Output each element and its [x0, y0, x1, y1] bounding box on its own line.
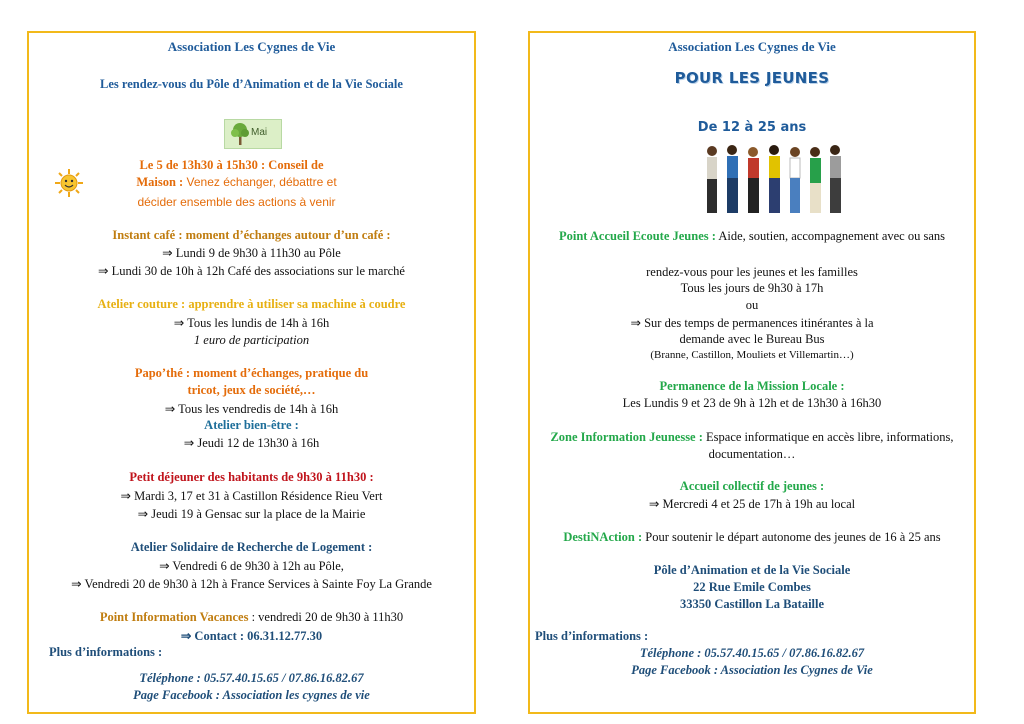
- association-title: Association Les Cygnes de Vie: [167, 39, 336, 54]
- left-flyer: [27, 31, 476, 714]
- cafe-item-2: ⇒ Lundi 30 de 10h à 12h Café des associations sur le marché: [98, 264, 405, 278]
- subtitle: Les rendez-vous du Pôle d’Animation et de la Vie Sociale: [100, 77, 403, 91]
- conseil-line2: Maison : Venez échanger, débattre et: [136, 175, 337, 189]
- month-label: Mai: [251, 127, 268, 138]
- logement-item-1: ⇒ Vendredi 6 de 9h30 à 12h au Pôle,: [159, 559, 344, 573]
- dejeuner-item-1: ⇒ Mardi 3, 17 et 31 à Castillon Résidence Rieu Vert: [120, 489, 383, 503]
- vacances-line: Point Information Vacances : vendredi 20 de 9h30 à 11h30: [99, 610, 404, 624]
- telephone: Téléphone : 05.57.40.15.65 / 07.86.16.82.67: [639, 646, 865, 660]
- paej-line-2: Tous les jours de 9h30 à 17h: [680, 281, 824, 295]
- conseil-line1: Le 5 de 13h30 à 15h30 : Conseil de: [139, 158, 324, 172]
- month-badge: [224, 119, 282, 149]
- bienetre-title: Atelier bien-être :: [204, 418, 299, 432]
- zone-line-2: documentation…: [708, 447, 796, 461]
- right-flyer: [528, 31, 976, 714]
- paej-line-5: demande avec le Bureau Bus: [679, 332, 825, 346]
- tree-icon: [227, 121, 253, 147]
- paej-line-4: ⇒ Sur des temps de permanences itinérantes à la: [630, 316, 874, 330]
- couture-title: Atelier couture : apprendre à utiliser sa machine à coudre: [97, 297, 406, 311]
- logement-title: Atelier Solidaire de Recherche de Logement :: [130, 540, 373, 554]
- logement-item-2: ⇒ Vendredi 20 de 9h30 à 12h à France Services à Sainte Foy La Grande: [71, 577, 432, 591]
- young-people-illustration: [698, 143, 848, 219]
- accueil-title: Accueil collectif de jeunes :: [679, 479, 825, 493]
- papothe-title-1: Papo’thé : moment d’échanges, pratique du: [134, 366, 369, 380]
- papothe-item: ⇒ Tous les vendredis de 14h à 16h: [164, 402, 339, 416]
- telephone: Téléphone : 05.57.40.15.65 / 07.86.16.82.67: [139, 671, 364, 685]
- address-line-1: Pôle d’Animation et de la Vie Sociale: [653, 563, 851, 577]
- paej-line: Point Accueil Ecoute Jeunes : Aide, soutien, accompagnement avec ou sans: [558, 229, 946, 243]
- plus-info: Plus d’informations :: [535, 629, 649, 643]
- papothe-title-2: tricot, jeux de société,…: [187, 383, 316, 397]
- zone-line: Zone Information Jeunesse : Espace informatique en accès libre, informations,: [550, 430, 954, 444]
- mission-item: Les Lundis 9 et 23 de 9h à 12h et de 13h30 à 16h30: [622, 396, 882, 410]
- dejeuner-item-2: ⇒ Jeudi 19 à Gensac sur la place de la Mairie: [137, 507, 366, 521]
- paej-line-1: rendez-vous pour les jeunes et les familles: [646, 265, 858, 279]
- facebook-page: Page Facebook : Association les Cygnes de Vie: [631, 663, 873, 677]
- cafe-item-1: ⇒ Lundi 9 de 9h30 à 11h30 au Pôle: [162, 246, 341, 260]
- bienetre-item: ⇒ Jeudi 12 de 13h30 à 16h: [183, 436, 320, 450]
- contact-phone: ⇒ Contact : 06.31.12.77.30: [180, 629, 323, 643]
- youth-title: POUR LES JEUNES: [674, 69, 830, 87]
- couture-note: 1 euro de participation: [193, 333, 310, 347]
- facebook-page: Page Facebook : Association les cygnes de vie: [133, 688, 370, 702]
- plus-info: Plus d’informations :: [49, 645, 163, 659]
- cafe-title: Instant café : moment d’échanges autour d’un café :: [112, 228, 391, 242]
- paej-locations: (Branne, Castillon, Mouliets et Villemartin…): [650, 349, 854, 361]
- accueil-item: ⇒ Mercredi 4 et 25 de 17h à 19h au local: [648, 497, 856, 511]
- conseil-line3: décider ensemble des actions à venir: [137, 195, 336, 209]
- address-line-3: 33350 Castillon La Bataille: [679, 597, 825, 611]
- couture-item: ⇒ Tous les lundis de 14h à 16h: [173, 316, 330, 330]
- address-line-2: 22 Rue Emile Combes: [693, 580, 811, 594]
- association-title: Association Les Cygnes de Vie: [668, 39, 836, 54]
- destination-line: DestiNAction : Pour soutenir le départ autonome des jeunes de 16 à 25 ans: [563, 530, 941, 544]
- paej-line-3: ou: [745, 298, 759, 312]
- dejeuner-title: Petit déjeuner des habitants de 9h30 à 11h30 :: [129, 470, 374, 484]
- age-range: De 12 à 25 ans: [697, 120, 807, 135]
- mission-title: Permanence de la Mission Locale :: [659, 379, 845, 393]
